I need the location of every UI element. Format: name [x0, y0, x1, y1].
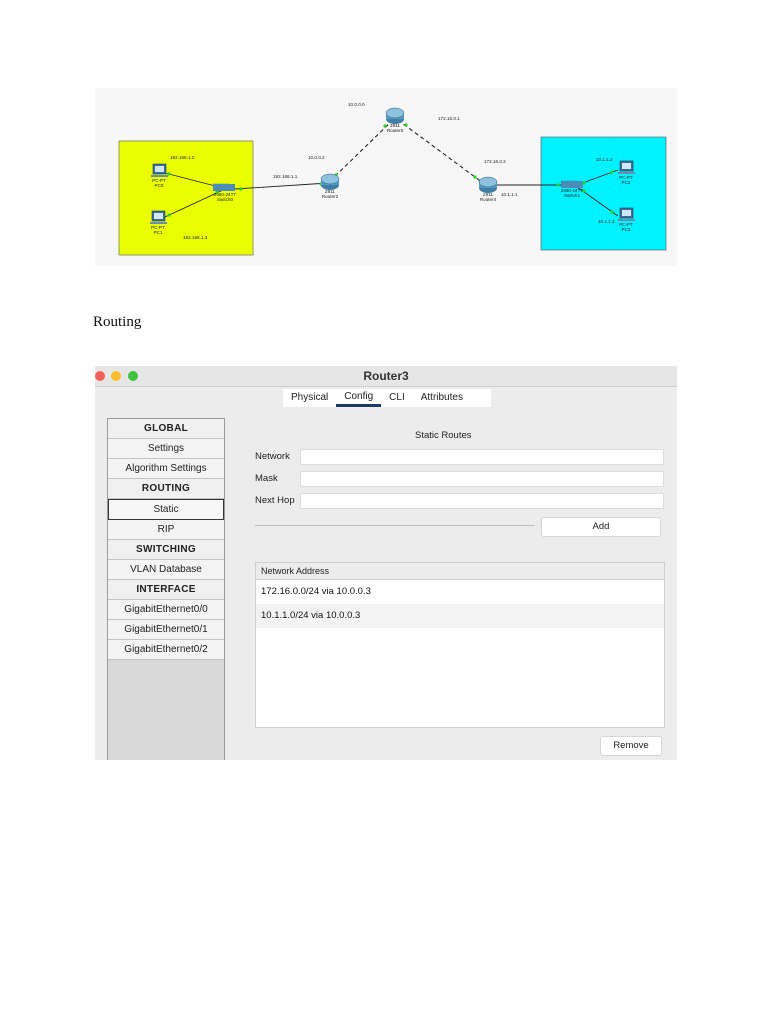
sidebar-item-vlan-database[interactable]: VLAN Database	[108, 560, 224, 580]
pc0-name: PC0	[154, 183, 164, 188]
tab-config[interactable]: Config	[336, 389, 381, 407]
switch0-icon[interactable]	[213, 184, 235, 191]
tab-cli[interactable]: CLI	[389, 392, 405, 403]
switch1-model: 2960-24TT	[560, 188, 584, 193]
switch1-icon[interactable]	[561, 181, 583, 188]
sidebar-header-interface: INTERFACE	[108, 580, 224, 600]
divider	[255, 525, 535, 526]
window-titlebar	[95, 366, 677, 387]
sidebar-item-gigabitethernet0-2[interactable]: GigabitEthernet0/2	[108, 640, 224, 660]
pc0-type: PC-PT	[152, 178, 166, 183]
sidebar-header-routing: ROUTING	[108, 479, 224, 499]
lan-right-area	[541, 137, 666, 250]
next-hop-label: Next Hop	[255, 495, 295, 506]
switch0-model: 2960-24TT	[213, 192, 237, 197]
pc3-icon[interactable]	[618, 208, 635, 221]
label-pc1-ip: 192.168.1.3	[183, 235, 208, 240]
add-route-button[interactable]: Add	[541, 517, 661, 537]
router4-model: 2911	[483, 192, 493, 197]
router3-config-window	[95, 366, 677, 760]
label-ip-192-168-1-1: 192.168.1.1	[273, 174, 298, 179]
sidebar-item-static[interactable]: Static	[108, 499, 224, 520]
sidebar-header-global: GLOBAL	[108, 419, 224, 439]
network-topology-diagram	[95, 88, 677, 266]
sidebar-item-gigabitethernet0-1[interactable]: GigabitEthernet0/1	[108, 620, 224, 640]
pc2-icon[interactable]	[618, 161, 635, 174]
switch0-name: Switch0	[216, 197, 234, 202]
router5-name: Router5	[386, 128, 404, 133]
pc3-name: PC3	[621, 227, 631, 232]
tab-bar	[95, 387, 677, 408]
router4-icon[interactable]	[479, 177, 497, 193]
mask-input[interactable]	[300, 471, 664, 487]
label-ip-172-16-0-2: 172.16.0.2	[484, 159, 506, 164]
pc1-type: PC-PT	[151, 225, 165, 230]
network-label: Network	[255, 451, 290, 462]
pc1-icon[interactable]	[150, 211, 167, 224]
router5-icon[interactable]	[386, 108, 404, 124]
sidebar-item-settings[interactable]: Settings	[108, 439, 224, 459]
mask-label: Mask	[255, 473, 278, 484]
label-ip-10-1-1-1: 10.1.1.1	[501, 192, 518, 197]
sidebar-item-gigabitethernet0-0[interactable]: GigabitEthernet0/0	[108, 600, 224, 620]
tab-attributes[interactable]: Attributes	[420, 392, 463, 403]
label-ip-10-0-0-2: 10.0.0.2	[308, 155, 325, 160]
routing-heading: Routing	[93, 314, 142, 330]
label-net-172-16-0-1: 172.16.0.1	[438, 116, 460, 121]
tab-physical[interactable]: Physical	[291, 392, 329, 403]
sidebar-item-rip[interactable]: RIP	[108, 520, 224, 540]
router2-model: 2911	[325, 189, 335, 194]
pc1-name: PC1	[153, 230, 163, 235]
label-pc2-ip: 10.1.1.2	[596, 157, 613, 162]
router2-icon[interactable]	[321, 174, 339, 190]
route-row[interactable]: 172.16.0.0/24 via 10.0.0.3	[261, 586, 371, 597]
switch1-name: Switch1	[563, 193, 581, 198]
next-hop-input[interactable]	[300, 493, 664, 509]
static-routes-title: Static Routes	[415, 430, 472, 441]
window-title: Router3	[363, 369, 409, 383]
router5-model: 2911	[390, 123, 400, 128]
pc2-name: PC2	[621, 180, 631, 185]
pc0-icon[interactable]	[151, 164, 168, 177]
config-sidebar	[107, 418, 225, 760]
sidebar-header-switching: SWITCHING	[108, 540, 224, 560]
pc3-type: PC-PT	[619, 222, 633, 227]
router2-name: Router2	[321, 194, 339, 199]
pc2-type: PC-PT	[619, 175, 633, 180]
router4-name: Router4	[479, 197, 497, 202]
routes-table-header: Network Address	[256, 563, 664, 580]
label-pc0-ip: 192.168.1.2	[170, 155, 195, 160]
label-net-10-0-0-0: 10.0.0.0	[348, 102, 365, 107]
remove-route-button[interactable]: Remove	[600, 736, 662, 756]
route-row[interactable]: 10.1.1.0/24 via 10.0.0.3	[256, 604, 664, 628]
network-input[interactable]	[300, 449, 664, 465]
routes-table	[255, 562, 665, 728]
label-pc3-ip: 10.1.1.3	[598, 219, 615, 224]
sidebar-item-algorithm-settings[interactable]: Algorithm Settings	[108, 459, 224, 479]
